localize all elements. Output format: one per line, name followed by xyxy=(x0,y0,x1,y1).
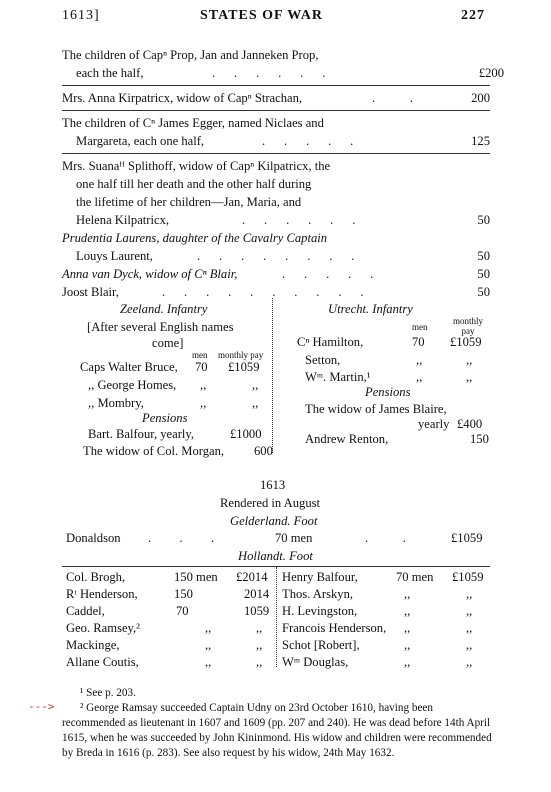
hollandt-right-pay: ,, xyxy=(466,587,473,601)
hollandt-right-pay: £1059 xyxy=(452,570,484,584)
dots: . . . xyxy=(148,531,215,545)
entry-splithoff-line1: Mrs. Suanaᴴ Splithoff, widow of Capⁿ Kilpatricx, the xyxy=(62,159,331,173)
utrecht-row-name: Setton, xyxy=(305,353,341,367)
entry-splithoff-line2: one half till her death and the other half during xyxy=(76,177,312,191)
entry-egger-line1: The children of Cⁿ James Egger, named Niclaes and xyxy=(62,116,324,130)
utrecht-row-name: Wᵐ. Martin,¹ xyxy=(305,370,371,384)
utrecht-title: Utrecht. Infantry xyxy=(328,302,413,316)
zeeland-row-pay: £1059 xyxy=(228,360,260,374)
zeeland-pension-name: The widow of Col. Morgan, xyxy=(83,444,225,458)
zeeland-row-pay: ,, xyxy=(252,396,259,410)
entry-egger-amount: 125 xyxy=(471,134,490,148)
donaldson-name: Donaldson xyxy=(66,531,121,545)
zeeland-col-pay: monthly pay xyxy=(218,350,264,360)
column-divider xyxy=(276,567,277,667)
zeeland-pension-name: Bart. Balfour, yearly, xyxy=(88,427,195,441)
entry-prop-line1: The children of Capⁿ Prop, Jan and Janneken Prop, xyxy=(62,48,319,62)
hollandt-left-name: Rᵗ Henderson, xyxy=(66,587,138,601)
utrecht-pension-name: The widow of James Blaire, xyxy=(305,402,447,416)
hollandt-right-pay: ,, xyxy=(466,604,473,618)
entry-kirpatricx: Mrs. Anna Kirpatricx, widow of Capⁿ Strachan, . . 200 xyxy=(62,91,490,105)
utrecht-row-men: ,, xyxy=(416,353,423,367)
page-header-left: 1613] xyxy=(62,8,100,23)
hollandt-left-men: ,, xyxy=(205,655,212,669)
hollandt-left-name: Col. Brogh, xyxy=(66,570,126,584)
entry-prop-line2: each the half, . . . . . . £200 xyxy=(76,66,504,80)
utrecht-col-men: men xyxy=(412,322,428,332)
hollandt-right-name: Thos. Arskyn, xyxy=(282,587,354,601)
entry-laurens-line2: Louys Laurent, . . . . . . . . 50 xyxy=(76,249,490,263)
gelderland-heading: Gelderland. Foot xyxy=(230,514,318,528)
utrecht-renton-pay: 150 xyxy=(470,432,489,446)
entry-joost-blair: Joost Blair, . . . . . . . . . . 50 xyxy=(62,285,490,299)
page-header-title: STATES OF WAR xyxy=(200,8,323,23)
hollandt-right-men: ,, xyxy=(404,621,411,635)
hollandt-left-pay: £2014 xyxy=(236,570,268,584)
hollandt-right-men: ,, xyxy=(404,604,411,618)
hollandt-right-pay: ,, xyxy=(466,655,473,669)
utrecht-row-pay: ,, xyxy=(466,353,473,367)
hollandt-left-pay: 2014 xyxy=(244,587,270,601)
hollandt-right-name: Schot [Robert], xyxy=(282,638,360,652)
zeeland-note-line2: come] xyxy=(152,336,184,350)
entry-splithoff-amount: 50 xyxy=(477,213,490,227)
donaldson-pay: £1059 xyxy=(451,531,483,545)
section-year: 1613 xyxy=(260,478,286,492)
hollandt-right-men: ,, xyxy=(404,655,411,669)
divider xyxy=(62,110,490,111)
entry-joost-blair-amount: 50 xyxy=(477,285,490,299)
hollandt-left-pay: ,, xyxy=(256,655,263,669)
zeeland-row-men: ,, xyxy=(200,378,207,392)
dots: . . xyxy=(365,531,406,545)
column-divider xyxy=(272,298,273,453)
hollandt-left-pay: 1059 xyxy=(244,604,270,618)
page-number: 227 xyxy=(461,8,485,23)
zeeland-title: Zeeland. Infantry xyxy=(120,302,208,316)
hollandt-left-name: Caddel, xyxy=(66,604,105,618)
entry-splithoff-line4: Helena Kilpatricx, . . . . . . 50 xyxy=(76,213,490,227)
entry-egger-line2: Margareta, each one half, . . . . . 125 xyxy=(76,134,490,148)
hollandt-right-pay: ,, xyxy=(466,638,473,652)
hollandt-right-men: ,, xyxy=(404,587,411,601)
divider xyxy=(62,85,490,86)
entry-kirpatricx-amount: 200 xyxy=(471,91,490,105)
zeeland-row-name: ,, George Homes, xyxy=(88,378,177,392)
hollandt-right-name: Henry Balfour, xyxy=(282,570,358,584)
hollandt-left-men: 150 men xyxy=(174,570,218,584)
zeeland-pension-pay: £1000 xyxy=(230,427,262,441)
hollandt-right-name: Francois Henderson, xyxy=(282,621,387,635)
hollandt-right-name: H. Levingston, xyxy=(282,604,358,618)
utrecht-pension-pay: £400 xyxy=(457,417,483,431)
entry-laurens-amount: 50 xyxy=(477,249,490,263)
section-rendered: Rendered in August xyxy=(220,496,321,510)
hollandt-right-men: ,, xyxy=(404,638,411,652)
entry-vandyck-amount: 50 xyxy=(477,267,490,281)
donaldson-men: 70 men xyxy=(275,531,313,545)
zeeland-row-name: Caps Walter Bruce, xyxy=(80,360,178,374)
zeeland-row-men: ,, xyxy=(200,396,207,410)
entry-splithoff-line3: the lifetime of her children—Jan, Maria, and xyxy=(76,195,302,209)
zeeland-col-men: men xyxy=(192,350,208,360)
utrecht-row-name: Cⁿ Hamilton, xyxy=(297,335,364,349)
entry-laurens-line1: Prudentia Laurens, daughter of the Cavalry Captain xyxy=(62,231,328,245)
hollandt-right-pay: ,, xyxy=(466,621,473,635)
footnote-2: ² George Ramsay succeeded Captain Udny on 23rd October 1610, having been recommended as lieutenant in 1607 and 1609 (pp. 207 and 240). He was dead before 14th April 1615, when he was succeeded by John Kininmond. His widow and children were recommended by Breda in 1616 (p. 283). See also request by his widow, 24th May 1632. xyxy=(62,702,492,759)
utrecht-row-men: 70 xyxy=(412,335,425,349)
zeeland-pensions-title: Pensions xyxy=(142,411,188,425)
hollandt-left-name: Mackinge, xyxy=(66,638,120,652)
zeeland-row-pay: ,, xyxy=(252,378,259,392)
zeeland-note-line1: [After several English names xyxy=(87,320,234,334)
hollandt-heading: Hollandt. Foot xyxy=(238,549,313,563)
hollandt-left-men: 70 xyxy=(176,604,189,618)
hollandt-left-name: Allane Coutis, xyxy=(66,655,139,669)
entry-vandyck: Anna van Dyck, widow of Cⁿ Blair, . . . . . 50 xyxy=(62,267,490,281)
hollandt-left-men: ,, xyxy=(205,638,212,652)
utrecht-row-men: ,, xyxy=(416,370,423,384)
hollandt-right-name: Wᵐ Douglas, xyxy=(282,655,349,669)
hollandt-left-pay: ,, xyxy=(256,621,263,635)
zeeland-row-name: ,, Mombry, xyxy=(88,396,144,410)
utrecht-pension-yearly: yearly xyxy=(418,417,450,431)
hollandt-left-men: ,, xyxy=(205,621,212,635)
zeeland-row-men: 70 xyxy=(195,360,208,374)
utrecht-row-pay: £1059 xyxy=(450,335,482,349)
footnote-1: ¹ See p. 203. xyxy=(80,687,136,699)
utrecht-pensions-title: Pensions xyxy=(365,385,411,399)
hollandt-left-name: Geo. Ramsey,² xyxy=(66,621,140,635)
zeeland-pension-pay: 600 xyxy=(254,444,273,458)
hollandt-left-men: 150 xyxy=(174,587,193,601)
annotation-arrow: ---> xyxy=(28,700,55,713)
hollandt-left-pay: ,, xyxy=(256,638,263,652)
hollandt-right-men: 70 men xyxy=(396,570,434,584)
entry-prop-amount: £200 xyxy=(478,66,504,80)
divider xyxy=(62,153,490,154)
utrecht-col-pay: monthly pay xyxy=(452,316,483,336)
utrecht-renton-name: Andrew Renton, xyxy=(305,432,389,446)
utrecht-row-pay: ,, xyxy=(466,370,473,384)
